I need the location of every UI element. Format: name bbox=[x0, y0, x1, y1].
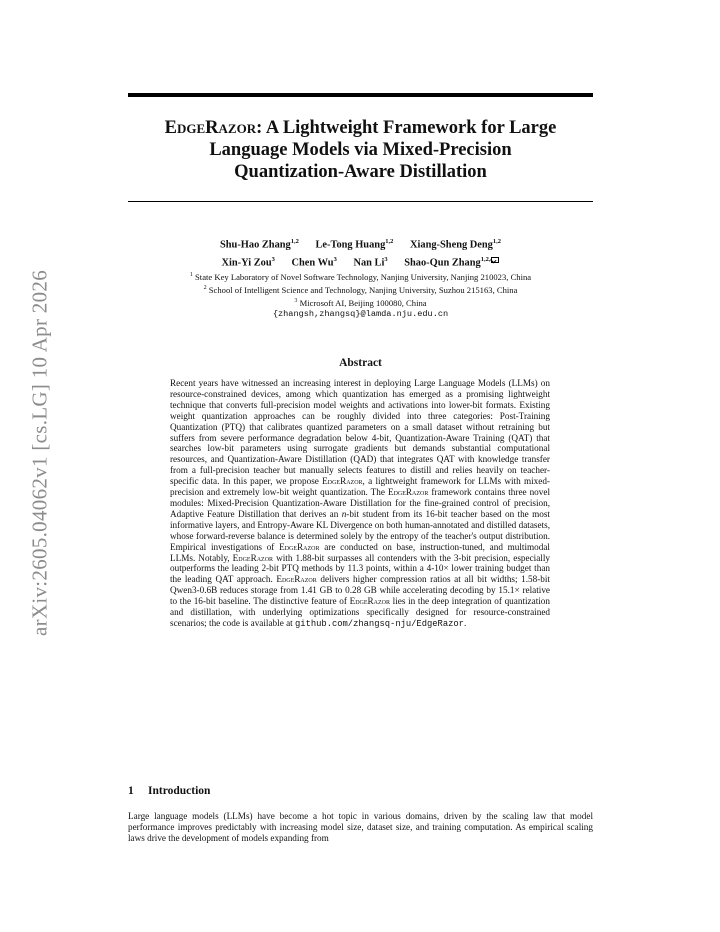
section-heading-introduction bbox=[128, 785, 593, 797]
author-affiliation-mark: 3 bbox=[271, 256, 275, 264]
title-rule-bottom bbox=[128, 201, 593, 202]
contact-email[interactable]: {zhangsh,zhangsq}@lamda.nju.edu.cn bbox=[272, 308, 449, 319]
author-affiliation-mark: 1,2 bbox=[290, 238, 299, 245]
code-link[interactable]: github.com/zhangsq-nju/EdgeRazor bbox=[295, 618, 464, 629]
framework-name: EdgeRazor bbox=[387, 487, 429, 498]
affiliation-line bbox=[128, 296, 593, 309]
abstract-text: . bbox=[463, 617, 467, 628]
title-line-2: Language Models via Mixed-Precision bbox=[209, 140, 512, 160]
affiliation-line bbox=[128, 270, 593, 283]
math-variable: n bbox=[341, 508, 347, 519]
framework-name: EdgeRazor bbox=[232, 552, 274, 563]
author-name: Shao-Qun Zhang bbox=[404, 257, 481, 269]
introduction-paragraph: Large language models (LLMs) have become a hot topic in various domains, driven by the scaling law that model performance improves predictably with increasing model size, dataset size, and training computation. As empirical scaling laws drive the development of models expanding from bbox=[128, 811, 593, 843]
abstract-text: are conducted on base, instruction-tuned, and multimodal LLMs. Notably, bbox=[170, 541, 550, 563]
framework-name: EdgeRazor bbox=[279, 541, 320, 552]
section-title: Introduction bbox=[148, 785, 211, 797]
author-name: Xin-Yi Zou bbox=[221, 257, 272, 269]
author-name: Shu-Hao Zhang bbox=[220, 239, 291, 251]
author-list bbox=[128, 234, 593, 271]
affiliation-text: School of Intelligent Science and Technology, Nanjing University, Suzhou 215163, China bbox=[208, 284, 518, 295]
author-name: Nan Li bbox=[353, 257, 385, 269]
author-name: Chen Wu bbox=[291, 257, 334, 269]
author-affiliation-mark: 3 bbox=[384, 256, 388, 264]
title-framework-name: EdgeRazor bbox=[164, 118, 257, 138]
abstract-heading: Abstract bbox=[339, 357, 382, 369]
framework-name: EdgeRazor bbox=[276, 574, 317, 585]
title-line-1-rest: : A Lightweight Framework for Large bbox=[256, 118, 557, 138]
abstract-text: with 1.88-bit surpasses all contenders with the 3-bit precision, especially outperforms the leading 2-bit PTQ methods by 11.3 points, within a 4-10× lower training budget than the leading QAT approach. bbox=[170, 552, 550, 585]
author-row-2 bbox=[128, 252, 593, 270]
abstract-text: framework contains three novel modules: Mixed-Precision Quantization-Aware Distillation for the fine-grained control of precision, Adaptive Feature Distillation that derives an bbox=[170, 487, 550, 519]
affiliation-mark: 2 bbox=[203, 284, 207, 291]
title-line-3: Quantization-Aware Distillation bbox=[234, 162, 487, 182]
envelope-icon bbox=[491, 257, 499, 263]
title-rule-top bbox=[128, 93, 593, 97]
author-affiliation-mark: 1,2, bbox=[480, 256, 491, 264]
section-number: 1 bbox=[128, 785, 134, 797]
affiliation-text: State Key Laboratory of Novel Software Technology, Nanjing University, Nanjing 210023, China bbox=[195, 271, 532, 282]
affiliation-line bbox=[128, 283, 593, 296]
abstract-text: Recent years have witnessed an increasing interest in deploying Large Language Models (LLMs) on resource-constrained devices, among which quantization has emerged as a promising lightweight technique that converts full-precision model weights and activations into lower-bit formats. Existing weight quantization approaches can be roughly divided into three categories: Post-Training Quantization (PTQ) that calibrates quantized parameters on a small dataset without retraining but suffers from severe performance degradation below 4-bit, Quantization-Aware Training (QAT) that searches low-bit parameters using surrogate gradients but demands substantial computational resources, and Quantization-Aware Distillation (QAD) that integrates QAT with knowledge transfer from a full-precision teacher but manually selects features to distill and relies heavily on teacher-specific data. In this paper, we propose bbox=[170, 378, 550, 487]
author-affiliation-mark: 1,2 bbox=[492, 238, 501, 245]
framework-name: EdgeRazor bbox=[349, 596, 390, 607]
abstract-text: lies in the deep integration of quantization and distillation, with underlying optimizations specifically designed for resource-constrained scenarios; the code is available at bbox=[170, 596, 550, 628]
author-row-1 bbox=[128, 234, 593, 252]
author-affiliation-mark: 3 bbox=[333, 256, 337, 264]
author-name: Xiang-Sheng Deng bbox=[410, 239, 493, 251]
abstract-text: delivers higher compression ratios at all bit widths; 1.58-bit Qwen3-0.6B reduces storage from 1.41 GB to 0.28 GB while accelerating decoding by 15.1× relative to the 16-bit baseline. The distinctive feature of bbox=[170, 574, 550, 607]
affiliation-text: Microsoft AI, Beijing 100080, China bbox=[299, 297, 427, 308]
abstract-body bbox=[170, 378, 550, 630]
author-name: Le-Tong Huang bbox=[315, 239, 386, 251]
affiliations bbox=[128, 270, 593, 320]
author-affiliation-mark: 1,2 bbox=[385, 238, 394, 245]
framework-name: EdgeRazor bbox=[322, 476, 363, 487]
paper-title bbox=[128, 117, 593, 183]
abstract-text: , a lightweight framework for LLMs with mixed-precision and extremely low-bit weight quantization. The bbox=[170, 476, 550, 498]
title-line-1 bbox=[128, 117, 593, 139]
affiliation-mark: 1 bbox=[189, 272, 193, 278]
arxiv-stamp: arXiv:2605.04062v1 [cs.LG] 10 Apr 2026 bbox=[27, 269, 52, 637]
affiliation-mark: 3 bbox=[294, 297, 298, 304]
abstract-text: -bit student from its 16-bit teacher based on the most informative layers, and Entropy-Aware KL Divergence on both human-annotated and distilled datasets, whose forward-reverse balance is determined solely by the entropy of the teacher's output distribution. Empirical investigations of bbox=[170, 508, 550, 552]
